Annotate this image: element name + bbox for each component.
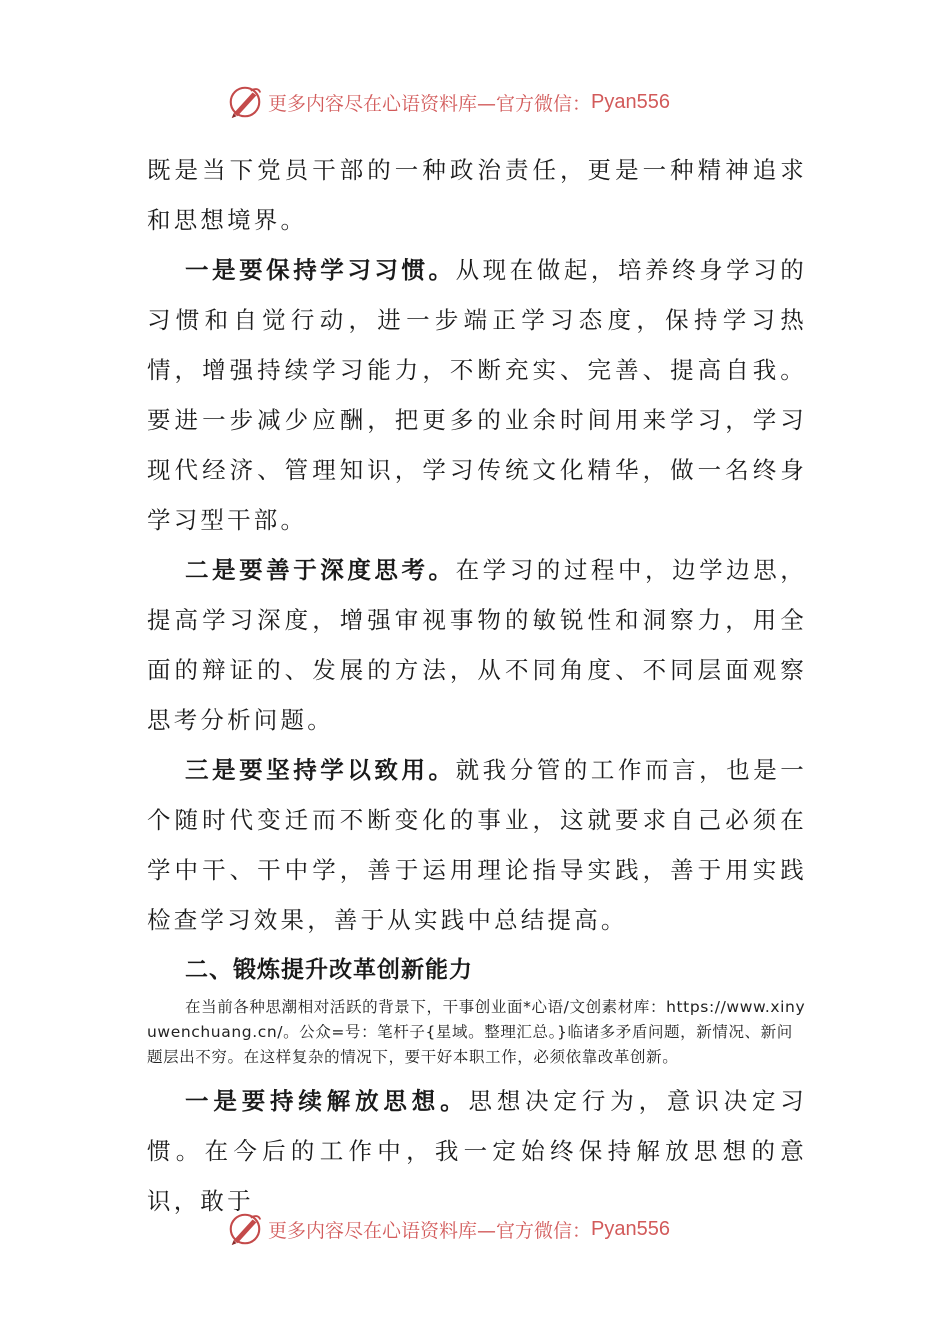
point-text: 从现在做起，培养终身学习的习惯和自觉行动，进一步端正学习态度，保持学习热情，增强持续学习能力，不断充实、完善、提高自我。要进一步减少应酬，把更多的业余时间用来学习，学习现代经济、管理知识，学习传统文化精华，做一名终身学习型干部。 bbox=[147, 256, 807, 534]
paragraph-deep-thinking bbox=[147, 545, 807, 745]
section-heading: 二、锻炼提升改革创新能力 bbox=[185, 956, 473, 983]
header-banner-text: 更多内容尽在心语资料库—官方微信： bbox=[268, 92, 592, 115]
footer-wechat-id: Pyan556 bbox=[591, 1217, 670, 1240]
point-text: 思想决定行为，意识决定习惯。在今后的工作中，我一定始终保持解放思想的意识，敢于 bbox=[147, 1087, 808, 1215]
pen-logo-icon bbox=[226, 83, 264, 121]
point-title: 一是要持续解放思想。 bbox=[185, 1087, 469, 1115]
point-title: 一是要保持学习习惯。 bbox=[185, 256, 456, 284]
footer-banner-text: 更多内容尽在心语资料库—官方微信： bbox=[268, 1219, 592, 1242]
paragraph-learning-habit bbox=[147, 245, 807, 545]
header-wechat-id: Pyan556 bbox=[591, 90, 670, 113]
point-text: 在学习的过程中，边学边思，提高学习深度，增强审视事物的敏锐性和洞察力，用全面的辩证的、发展的方法，从不同角度、不同层面观察思考分析问题。 bbox=[147, 556, 807, 734]
document-body bbox=[147, 145, 807, 1226]
footer-banner bbox=[226, 1209, 670, 1249]
point-text: 就我分管的工作而言，也是一个随时代变迁而不断变化的事业，这就要求自己必须在学中干、干中学，善于运用理论指导实践，善于用实践检查学习效果，善于从实践中总结提高。 bbox=[147, 756, 807, 934]
pen-logo-icon bbox=[226, 1210, 264, 1248]
small-paragraph: 在当前各种思潮相对活跃的背景下，干事创业面*心语/文创素材库：https://www.xinyuwenchuang.cn/。公众=号：笔杆子{星域。整理汇总。}临诸多矛盾问题，新情况、新问题层出不穷。在这样复杂的情况下，要干好本职工作，必须依靠改革创新。 bbox=[147, 998, 806, 1066]
point-title: 三是要坚持学以致用。 bbox=[185, 756, 456, 784]
header-banner bbox=[226, 82, 670, 122]
paragraph-apply-learning bbox=[147, 745, 807, 945]
paragraph-emancipate-mind bbox=[147, 1076, 807, 1226]
paragraph-intro: 既是当下党员干部的一种政治责任，更是一种精神追求和思想境界。 bbox=[147, 156, 807, 234]
point-title: 二是要善于深度思考。 bbox=[185, 556, 456, 584]
